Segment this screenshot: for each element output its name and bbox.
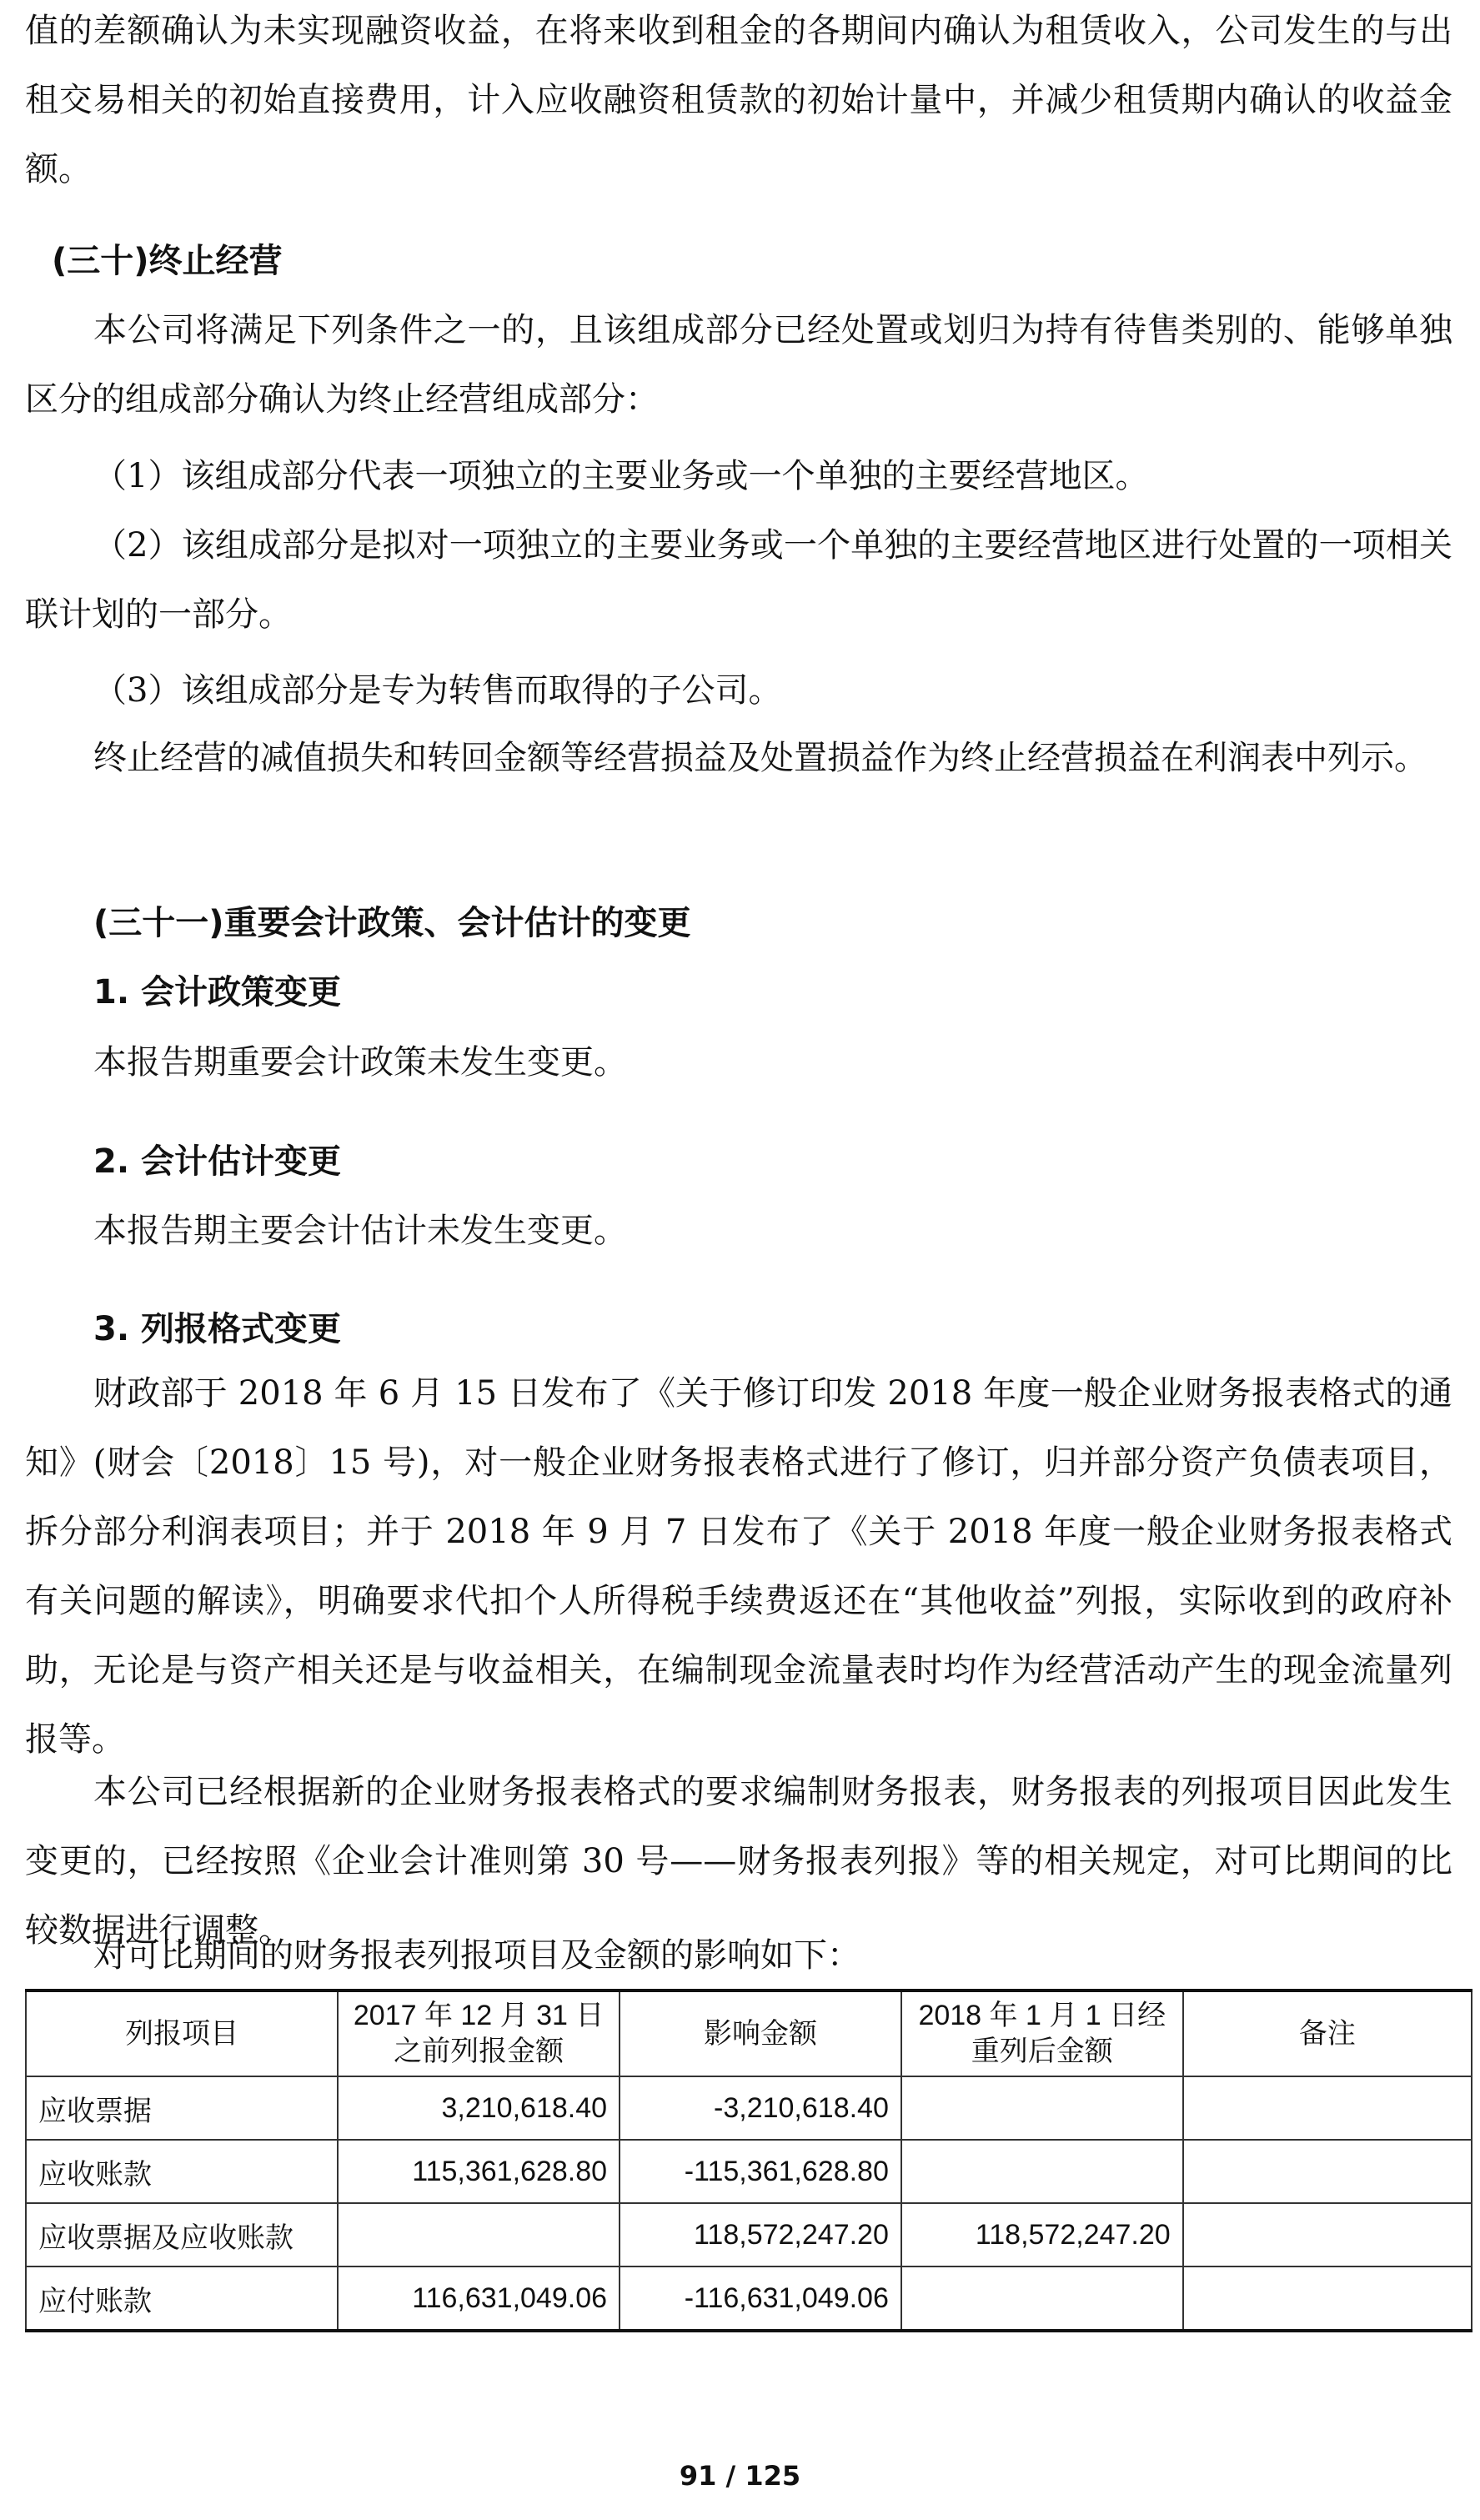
header-restated-amount: 2018 年 1 月 1 日经重列后金额: [901, 1990, 1183, 2076]
table-row: [26, 2203, 1472, 2266]
cell-impact: -3,210,618.40: [620, 2076, 901, 2140]
table-row: [26, 2140, 1472, 2203]
page-number: 91 / 125: [679, 2460, 801, 2492]
header-item: 列报项目: [26, 1990, 338, 2076]
paragraph-restatement: 本公司已经根据新的企业财务报表格式的要求编制财务报表，财务报表的列报项目因此发生变更的，已经按照《企业会计准则第 30 号——财务报表列报》等的相关规定，对可比期间的比较数据进行调整。: [25, 1773, 1452, 1950]
table-row: [26, 2076, 1472, 2140]
header-impact-amount: 影响金额: [620, 1990, 901, 2076]
paragraph-discontinued-closing: 终止经营的减值损失和转回金额等经营损益及处置损益作为终止经营损益在利润表中列示。: [93, 739, 1427, 777]
subheading-estimate-change: 2. 会计估计变更: [93, 1142, 341, 1181]
cell-impact: -116,631,049.06: [620, 2266, 901, 2331]
paragraph-lease-income: 值的差额确认为未实现融资收益，在将来收到租金的各期间内确认为租赁收入，公司发生的与出租交易相关的初始直接费用，计入应收融资租赁款的初始计量中，并减少租赁期内确认的收益金额。: [25, 12, 1452, 188]
list-item-condition-3: （3）该组成部分是专为转售而取得的子公司。: [93, 671, 782, 710]
cell-remarks: [1183, 2076, 1472, 2140]
cell-restated: [901, 2266, 1183, 2331]
paragraph-format-change: 财政部于 2018 年 6 月 15 日发布了《关于修订印发 2018 年度一般企业财务报表格式的通知》(财会〔2018〕15 号)，对一般企业财务报表格式进行了修订，归并部分资产负债表项目，拆分部分利润表项目；并于 2018 年 9 月 7 日发布了《关于 2018 年度一般企业财务报表格式有关问题的解读》，明确要求代扣个人所得税手续费返还在“其他收益”列报，实际收到的政府补助，无论是与资产相关还是与收益相关，在编制现金流量表时均作为经营活动产生的现金流量列报等。: [25, 1374, 1452, 1759]
cell-before: 116,631,049.06: [338, 2266, 620, 2331]
list-item-condition-1: （1）该组成部分代表一项独立的主要业务或一个单独的主要经营地区。: [93, 457, 1149, 495]
section-heading-policy-changes: (三十一)重要会计政策、会计估计的变更: [93, 904, 691, 942]
header-before-amount: 2017 年 12 月 31 日之前列报金额: [338, 1990, 620, 2076]
cell-before: 3,210,618.40: [338, 2076, 620, 2140]
list-item-condition-2: （2）该组成部分是拟对一项独立的主要业务或一个单独的主要经营地区进行处置的一项相关联计划的一部分。: [25, 526, 1452, 634]
cell-restated: [901, 2076, 1183, 2140]
cell-item: 应付账款: [26, 2266, 338, 2331]
section-heading-discontinued-operations: (三十)终止经营: [52, 242, 283, 280]
text-estimate-change: 本报告期主要会计估计未发生变更。: [93, 1212, 627, 1250]
table-row: [26, 2266, 1472, 2331]
subheading-policy-change: 1. 会计政策变更: [93, 973, 341, 1012]
cell-remarks: [1183, 2203, 1472, 2266]
cell-item: 应收账款: [26, 2140, 338, 2203]
cell-restated: [901, 2140, 1183, 2203]
paragraph-discontinued-intro: 本公司将满足下列条件之一的，且该组成部分已经处置或划归为持有待售类别的、能够单独区分的组成部分确认为终止经营组成部分：: [25, 311, 1452, 419]
text-table-intro: 对可比期间的财务报表列报项目及金额的影响如下：: [93, 1936, 860, 1975]
cell-item: 应收票据及应收账款: [26, 2203, 338, 2266]
cell-remarks: [1183, 2140, 1472, 2203]
cell-remarks: [1183, 2266, 1472, 2331]
table-header-row: [26, 1990, 1472, 2076]
header-remarks: 备注: [1183, 1990, 1472, 2076]
cell-impact: 118,572,247.20: [620, 2203, 901, 2266]
cell-before: [338, 2203, 620, 2266]
subheading-format-change: 3. 列报格式变更: [93, 1310, 341, 1348]
cell-restated: 118,572,247.20: [901, 2203, 1183, 2266]
text-policy-change: 本报告期重要会计政策未发生变更。: [93, 1043, 627, 1082]
cell-item: 应收票据: [26, 2076, 338, 2140]
cell-before: 115,361,628.80: [338, 2140, 620, 2203]
cell-impact: -115,361,628.80: [620, 2140, 901, 2203]
restatement-table: [25, 1989, 1472, 2332]
